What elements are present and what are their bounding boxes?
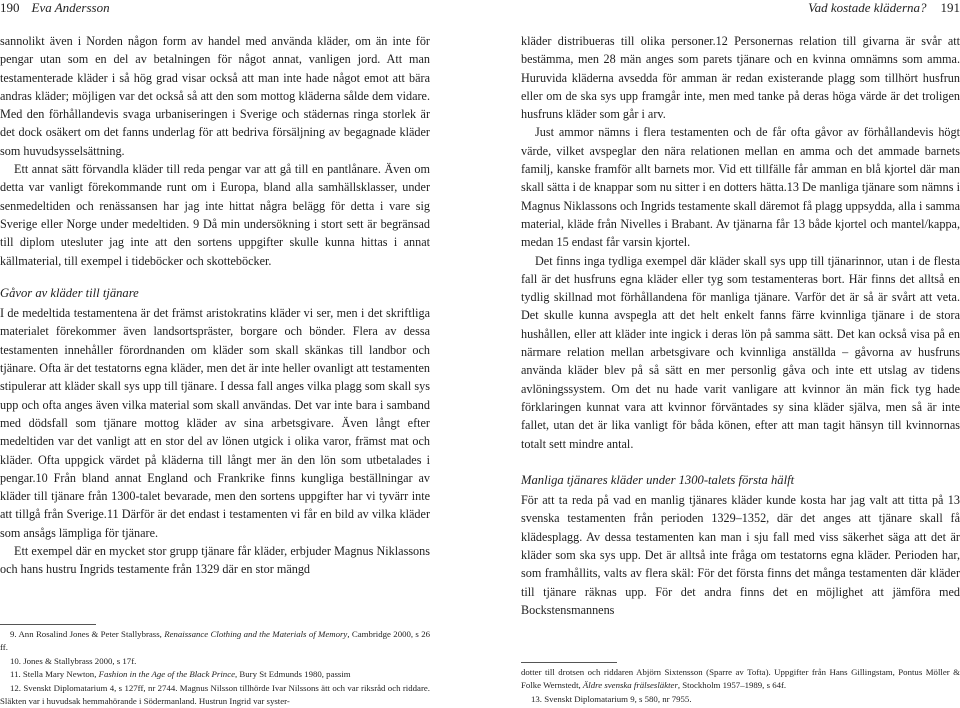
right-running-head xyxy=(521,0,960,16)
footnote-text: , Bury St Edmunds 1980, passim xyxy=(235,669,351,679)
paragraph: Det finns inga tydliga exempel där kläder skall sys upp till tjänarinnor, utan i de flesta fall är det husfruns egna kläder eller tyg som testamenteras bort. Här finns det alltså en tydlig skillnad mot förhållandena för manliga tjänare. Varför det är så är svårt att veta. Det skulle kunna avspegla att det helt enkelt fanns färre kvinnliga tjänare i de stora hushållen, eller att kläder inte ingick i deras lön på samma sätt. Det kan också visa på en närmare relation mellan arbetsgivare och kvinnliga anställda – gåvorna av husfruns använda kläder blev på så sätt en mer personlig gåva och inte ett utslag av tidens avlöningssystem. Om det nu hade varit vanligare att kvinnor än män fick tyg hade förklaringen kunnat vara att kvinnor förväntades sy sina kläder själva, men så är inte fallet, utan det är lika vanligt för båda könen, efter att man tagit hänsyn till kvinnornas totalt sett mindre antal. xyxy=(521,252,960,453)
paragraph: kläder distribueras till olika personer.12 Personernas relation till givarna är svår att bestämma, men 28 män anges som parets tjänare och en kvinna omnämns som amma. Huruvida kläderna avsedda för amman är redan existerande plagg som tillhört husfrun eller om de ska sys upp framgår inte, men med tanke på deras höga värde är det troligen husfruns kläder som går i arv. xyxy=(521,32,960,123)
page-number: 190 xyxy=(0,0,20,16)
footnote-rule xyxy=(0,624,96,625)
left-page xyxy=(0,0,430,706)
footnote-text: dotter till drotsen och riddaren Abjörn Sixtensson (Sparre av Tofta). Uppgifter från Hans Gillingstam, Pontus Möller & Folke Wernstedt, xyxy=(521,667,960,690)
running-head-title: Vad kostade kläderna? xyxy=(808,0,926,16)
section-heading: Manliga tjänares kläder under 1300-talets första hälft xyxy=(521,471,960,489)
left-running-head xyxy=(0,0,430,16)
footnote-12-continued xyxy=(521,666,960,693)
section-heading: Gåvor av kläder till tjänare xyxy=(0,284,430,302)
paragraph: Just ammor nämns i flera testamenten och de får ofta gåvor av förhållandevis högt värde, vilket avspeglar den nära relationen mellan en amma och det ammade barnets familj, kanske framför allt barnets mor. Vid ett tillfälle får amman en blå kjortel där man skall sätta i de knappar som nu sitter i en dotters hätta.13 De manliga tjänare som nämns i Magnus Niklassons och Ingrids testamente skall däremot få plagg uppsydda, alla i samma material, kläde från Nivelles i Brabant. Av tjänarna får 13 både kjortel och mantel/kappa, medan 15 endast får varsin kjortel. xyxy=(521,123,960,251)
running-head-author: Eva Andersson xyxy=(32,0,110,16)
footnotes xyxy=(521,666,960,706)
footnote-9 xyxy=(0,628,430,655)
footnote-rule xyxy=(521,662,617,663)
footnotes xyxy=(0,628,430,708)
paragraph: För att ta reda på vad en manlig tjänares kläder kunde kosta har jag valt att titta på 13 svenska testamenten från perioden 1329–1352, där det anges att tjänare skall få klädesplagg. Av dessa testamenten kan man i sju fall med viss säkerhet säga att det är kläder som ska sys upp. Det är alltså inte fråga om testatorns egna kläder. Perioden har, som framhållits, valts av flera skäl: För det första finns det många testamenten där kläder till tjänare räknas upp. För det andra finns det en möjlighet att jämföra med Bockstensmannens xyxy=(521,491,960,619)
footnote-10: 10. Jones & Stallybrass 2000, s 17f. xyxy=(0,655,430,668)
footnote-book-title: Renaissance Clothing and the Materials of Memory xyxy=(164,629,347,639)
footnote-book-title: Äldre svenska frälsesläkter xyxy=(583,680,678,690)
footnote-text: , Stockholm 1957–1989, s 64f. xyxy=(678,680,786,690)
right-page xyxy=(521,0,960,706)
footnote-11 xyxy=(0,668,430,681)
footnote-book-title: Fashion in the Age of the Black Prince xyxy=(99,669,235,679)
paragraph: I de medeltida testamentena är det främst aristokratins kläder vi ser, men i det skriftliga materialet förekommer även landsortspräster, borgare och bönder. Flera av dessa testamenten innehåller förordnanden om kläder som skall skänkas till landbor och tjänare. Ofta är det testatorns egna kläder, men det är inte heller ovanligt att testamenten stipulerar att kläder skall sys upp till tjänare. I dessa fall anges vilka plagg som skall sys upp och ofta anges även vilka material som skall användas. Det var inte bara i samband med dödsfall som tjänare mottog kläder av sina arbetsgivare. Även långt efter medeltiden var det vanligt att en stor del av lönen utgick i olika varor, främst mat och kläder. Ofta uppgick värdet på kläderna till långt mer än den lön som utbetalades i pengar.10 Från bland annat England och Frankrike finns kungliga beställningar av kläder till tjänare från 1300-talet bevarade, men den sortens uppgifter har vi tyvärr inte att tillgå från Sverige.11 Därför är det endast i testamenten vi får en bild av vilka kläder som ansågs lämpliga för tjänare. xyxy=(0,304,430,542)
page-number: 191 xyxy=(941,0,960,16)
right-body-text xyxy=(521,32,960,619)
footnote-13: 13. Svenskt Diplomatarium 9, s 580, nr 7955. xyxy=(521,693,960,706)
paragraph: sannolikt även i Norden någon form av handel med använda kläder, om än inte för pengar utan som en del av betalningen för något annat, vanligen jord. Att man testamenterade kläder i så hög grad visar också att man inte hade något emot att bära andras kläder; möjligen var det också så att den som mottog kläderna sålde dem vidare. Med den förhållandevis svaga urbaniseringen i Sverige och städernas ringa storlek är det dock osäkert om det fanns underlag för att bedriva försäljning av begagnade kläder som huvudsysselsättning. xyxy=(0,32,430,160)
footnote-text: 9. Ann Rosalind Jones & Peter Stallybrass, xyxy=(10,629,164,639)
left-body-text xyxy=(0,32,430,579)
footnote-text: 11. Stella Mary Newton, xyxy=(10,669,99,679)
footnote-text: , Cambridge 2000, s 26 ff. xyxy=(0,629,430,652)
paragraph: Ett annat sätt förvandla kläder till reda pengar var att gå till en pantlånare. Även om detta var vanligt förekommande runt om i Europa, bland alla samhällsklasser, under senmedeltiden och renässansen har jag inte hittat några belägg för detta i vare sig Sverige eller Norge under medeltiden. 9 Då min undersökning i stort sett är begränsad till diplom utesluter jag inte att den sortens uppgifter skulle kunna hittas i annat källmaterial, till exempel i tideböcker och skotteböcker. xyxy=(0,160,430,270)
footnote-12: 12. Svenskt Diplomatarium 4, s 127ff, nr 2744. Magnus Nilsson tillhörde Ivar Nilssons ätt och var riksråd och riddare. Släkten var i huvudsak hemmahörande i Södermanland. Hustrun Ingrid var syster- xyxy=(0,682,430,708)
paragraph: Ett exempel där en mycket stor grupp tjänare får kläder, erbjuder Magnus Niklassons och hans hustru Ingrids testamente från 1329 där en stor mängd xyxy=(0,542,430,579)
